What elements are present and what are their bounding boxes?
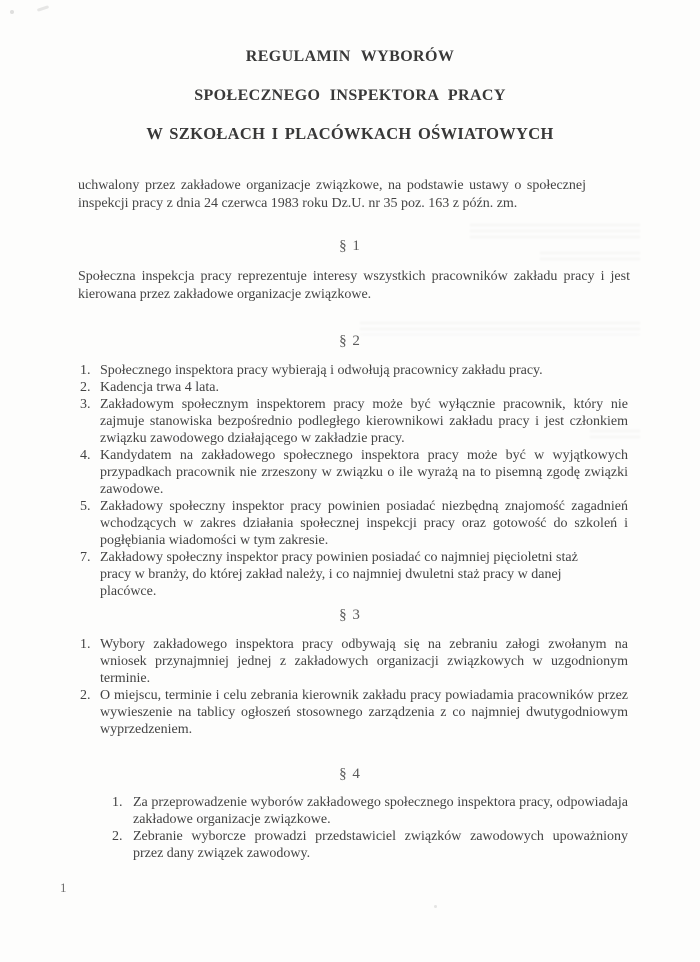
list-item-number: 5. — [80, 499, 91, 514]
list-item — [80, 687, 628, 738]
section-1-paragraph: Społeczna inspekcja pracy reprezentuje interesy wszystkich pracowników zakładu pracy i jest kierowana przez zakładowe organizacje związkowe. — [78, 269, 630, 302]
list-item-number: 2. — [80, 688, 91, 703]
document-title-line3: W SZKOŁACH I PLACÓWKACH OŚWIATOWYCH — [146, 124, 554, 143]
list-item-text: Wybory zakładowego inspektora pracy odbywają się na zebraniu załogi zwołanym na wniosek przynajmniej jednej z zakładowych organizacji związkowych w uzgodnionym terminie. — [100, 637, 628, 686]
list-item-number: 1. — [80, 363, 91, 378]
list-item-number: 7. — [80, 550, 91, 565]
list-item-text: Kadencja trwa 4 lata. — [100, 380, 219, 395]
preamble-paragraph: uchwalony przez zakładowe organizacje związkowe, na podstawie ustawy o społecznej inspekcji pracy z dnia 24 czerwca 1983 roku Dz.U. nr 35 poz. 163 z późn. zm. — [78, 178, 586, 211]
list-item-text: O miejscu, terminie i celu zebrania kierownik zakładu pracy powiadamia pracowników przez wywieszenie na tablicy ogłoszeń stosownego zarządzenia z co najmniej dwutygodniowym wyprzedzeniem. — [100, 688, 628, 737]
list-item-text: Zakładowy społeczny inspektor pracy powinien posiadać co najmniej pięcioletni staż pracy w branży, do której zakład należy, i co najmniej dwuletni staż pracy w danej placówce. — [100, 550, 578, 599]
list-item — [80, 636, 628, 687]
section-2-heading: § 2 — [339, 333, 361, 349]
list-item-number: 1. — [112, 795, 123, 810]
list-item-text: Zebranie wyborcze prowadzi przedstawiciel związków zawodowych upoważniony przez dany związek zawodowy. — [133, 829, 628, 861]
list-item — [80, 498, 628, 549]
list-item-text: Zakładowy społeczny inspektor pracy powinien posiadać niezbędną znajomość zagadnień wchodzących w zakres działania społecznej inspekcji pracy oraz gotowość do szkoleń i pogłębiania wiadomości w tym zakresie. — [100, 499, 628, 548]
bleed-through-artifact — [470, 224, 640, 238]
scan-speck — [10, 10, 14, 14]
list-item — [80, 362, 628, 379]
document-title-line1: REGULAMIN WYBORÓW — [245, 48, 455, 65]
list-item — [80, 447, 628, 498]
list-item-number: 3. — [80, 397, 91, 412]
list-item-number: 1. — [80, 637, 91, 652]
section-4-heading: § 4 — [339, 766, 361, 782]
document-title-line2: SPOŁECZNEGO INSPEKTORA PRACY — [194, 87, 506, 104]
list-item — [80, 379, 628, 396]
scan-speck — [434, 905, 437, 908]
list-item — [112, 794, 632, 828]
scan-bottom-edge — [0, 956, 700, 959]
list-item — [112, 828, 632, 862]
list-item — [80, 396, 628, 447]
page-number: 1 — [60, 880, 67, 895]
list-item-text: Zakładowym społecznym inspektorem pracy może być wyłącznie pracownik, który nie zajmuje stanowiska bezpośrednio podległego kierownikowi zakładu pracy i jest członkiem związku zawodowego działającego w zakładzie pracy. — [100, 397, 628, 446]
section-3-list — [80, 636, 628, 738]
list-item-number: 4. — [80, 448, 91, 463]
list-item-text: Kandydatem na zakładowego społecznego inspektora pracy może być w wyjątkowych przypadkach pracownik nie zrzeszony w związku o ile wyrażą na to pisemną zgodę związki zawodowe. — [100, 448, 628, 497]
section-3-heading: § 3 — [339, 607, 361, 623]
section-2-list — [80, 362, 628, 600]
list-item — [80, 549, 628, 600]
list-item-text: Za przeprowadzenie wyborów zakładowego społecznego inspektora pracy, odpowiadaja zakładowe organizacje związkowe. — [133, 795, 628, 827]
list-item-number: 2. — [80, 380, 91, 395]
list-item-text: Społecznego inspektora pracy wybierają i odwołują pracownicy zakładu pracy. — [100, 363, 543, 378]
section-1-heading: § 1 — [339, 238, 361, 254]
scan-speck — [37, 5, 49, 12]
list-item-number: 2. — [112, 829, 123, 844]
section-4-list — [112, 794, 632, 862]
